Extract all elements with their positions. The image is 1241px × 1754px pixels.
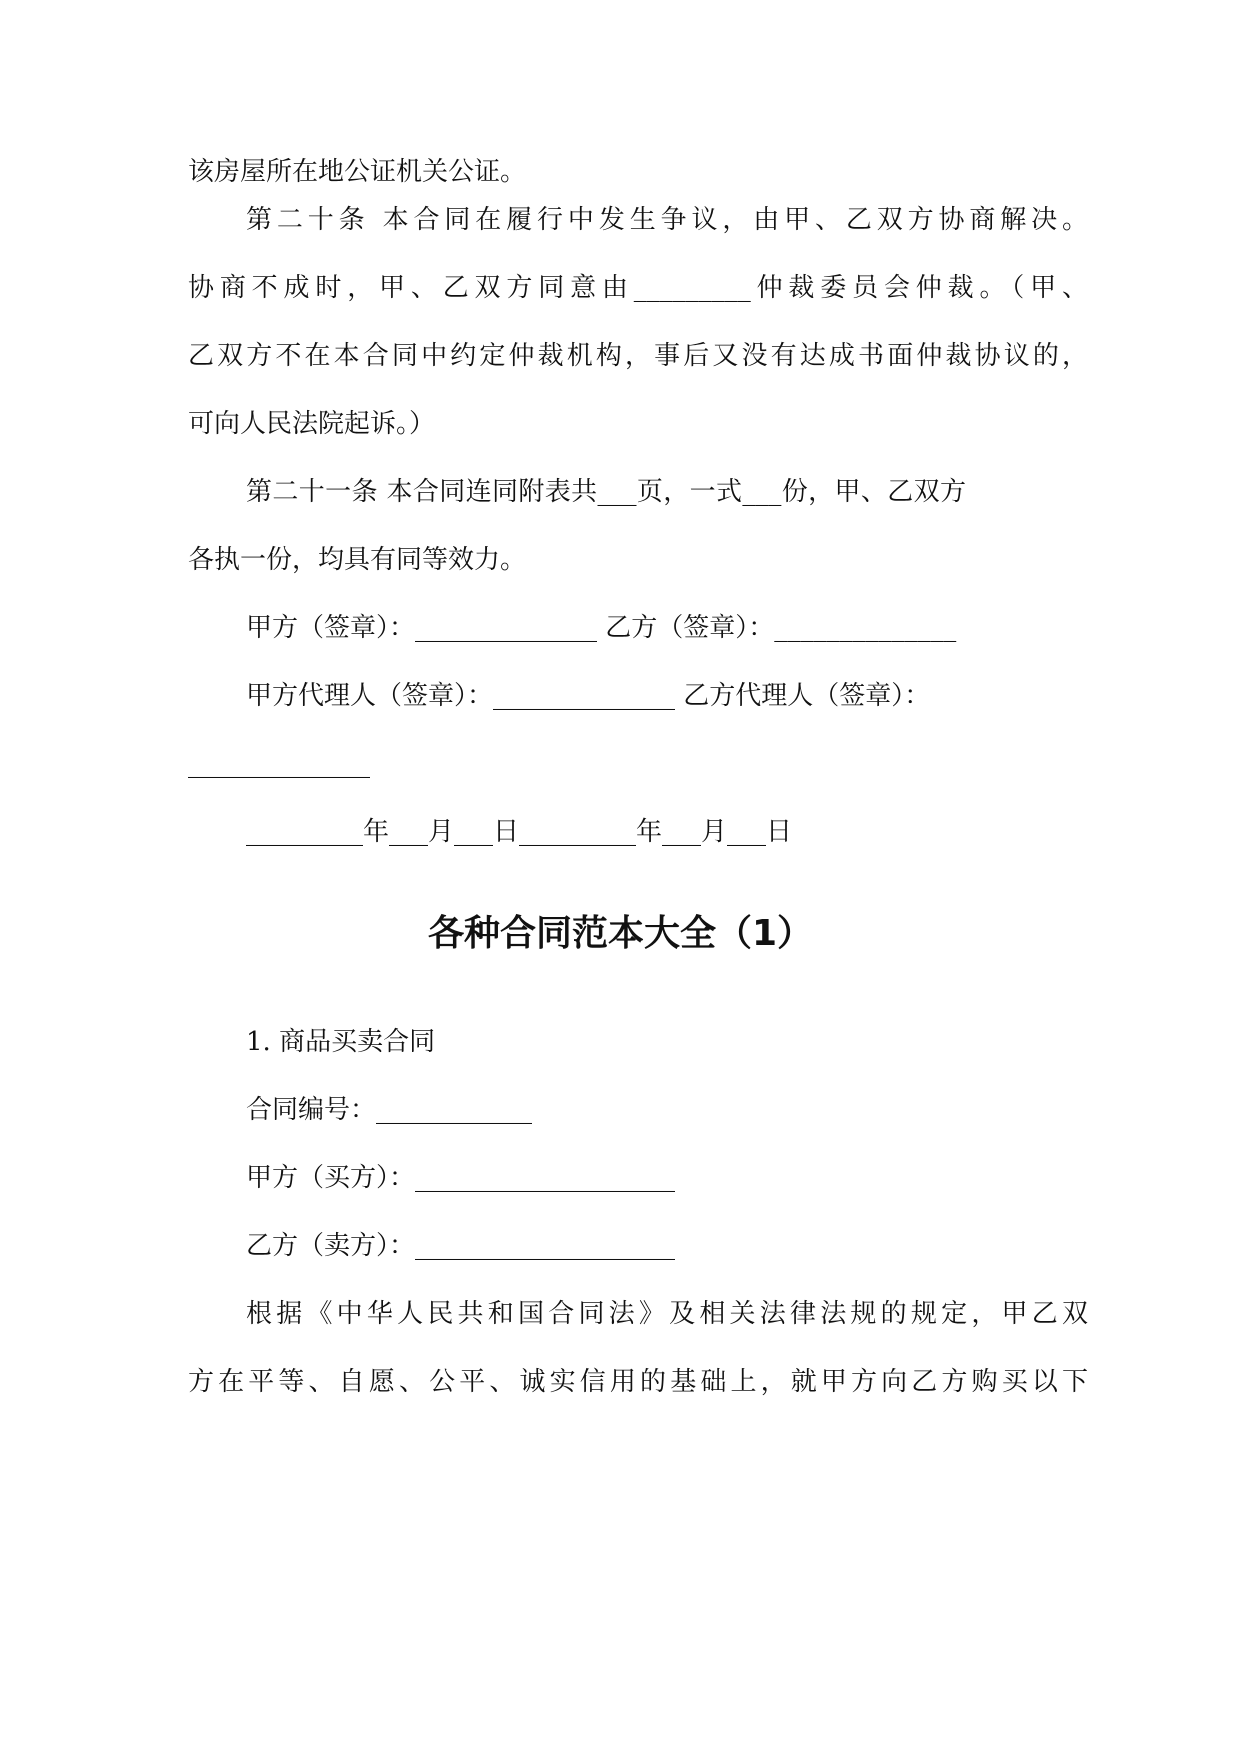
section-title: 各种合同范本大全（1） xyxy=(427,913,814,954)
contract-number-field: 合同编号：____________ xyxy=(246,1095,533,1125)
article-21-line-2: 各执一份，均具有同等效力。 xyxy=(188,545,527,575)
article-20-line-4: 可向人民法院起诉。） xyxy=(188,409,436,439)
seller-field: 乙方（卖方）：____________________ xyxy=(246,1231,676,1261)
date-line: _________年___月___日_________年___月___日 xyxy=(246,817,793,847)
article-21-line-1: 第二十一条 本合同连同附表共___页，一式___份，甲、乙双方 xyxy=(246,477,966,507)
paragraph-line: 该房屋所在地公证机关公证。 xyxy=(188,157,527,187)
article-20-line-2: 协商不成时，甲、乙双方同意由_________仲裁委员会仲裁。（甲、 xyxy=(188,273,1088,303)
contract-type-heading: 1. 商品买卖合同 xyxy=(246,1027,436,1057)
article-20-line-3: 乙双方不在本合同中约定仲裁机构，事后又没有达成书面仲裁协议的， xyxy=(188,341,1088,371)
preamble-line-2: 方在平等、自愿、公平、诚实信用的基础上，就甲方向乙方购买以下 xyxy=(188,1367,1088,1397)
article-20-line-1: 第二十条 本合同在履行中发生争议，由甲、乙双方协商解决。 xyxy=(246,205,1088,235)
signature-line-parties: 甲方（签章）：______________ 乙方（签章）：______________ xyxy=(246,613,957,643)
buyer-field: 甲方（买方）：____________________ xyxy=(246,1163,676,1193)
signature-line-agents: 甲方代理人（签章）：______________ 乙方代理人（签章）： xyxy=(246,681,931,711)
signature-line-agent-blank: ______________ xyxy=(188,749,370,779)
preamble-line-1: 根据《中华人民共和国合同法》及相关法律法规的规定，甲乙双 xyxy=(246,1299,1088,1329)
